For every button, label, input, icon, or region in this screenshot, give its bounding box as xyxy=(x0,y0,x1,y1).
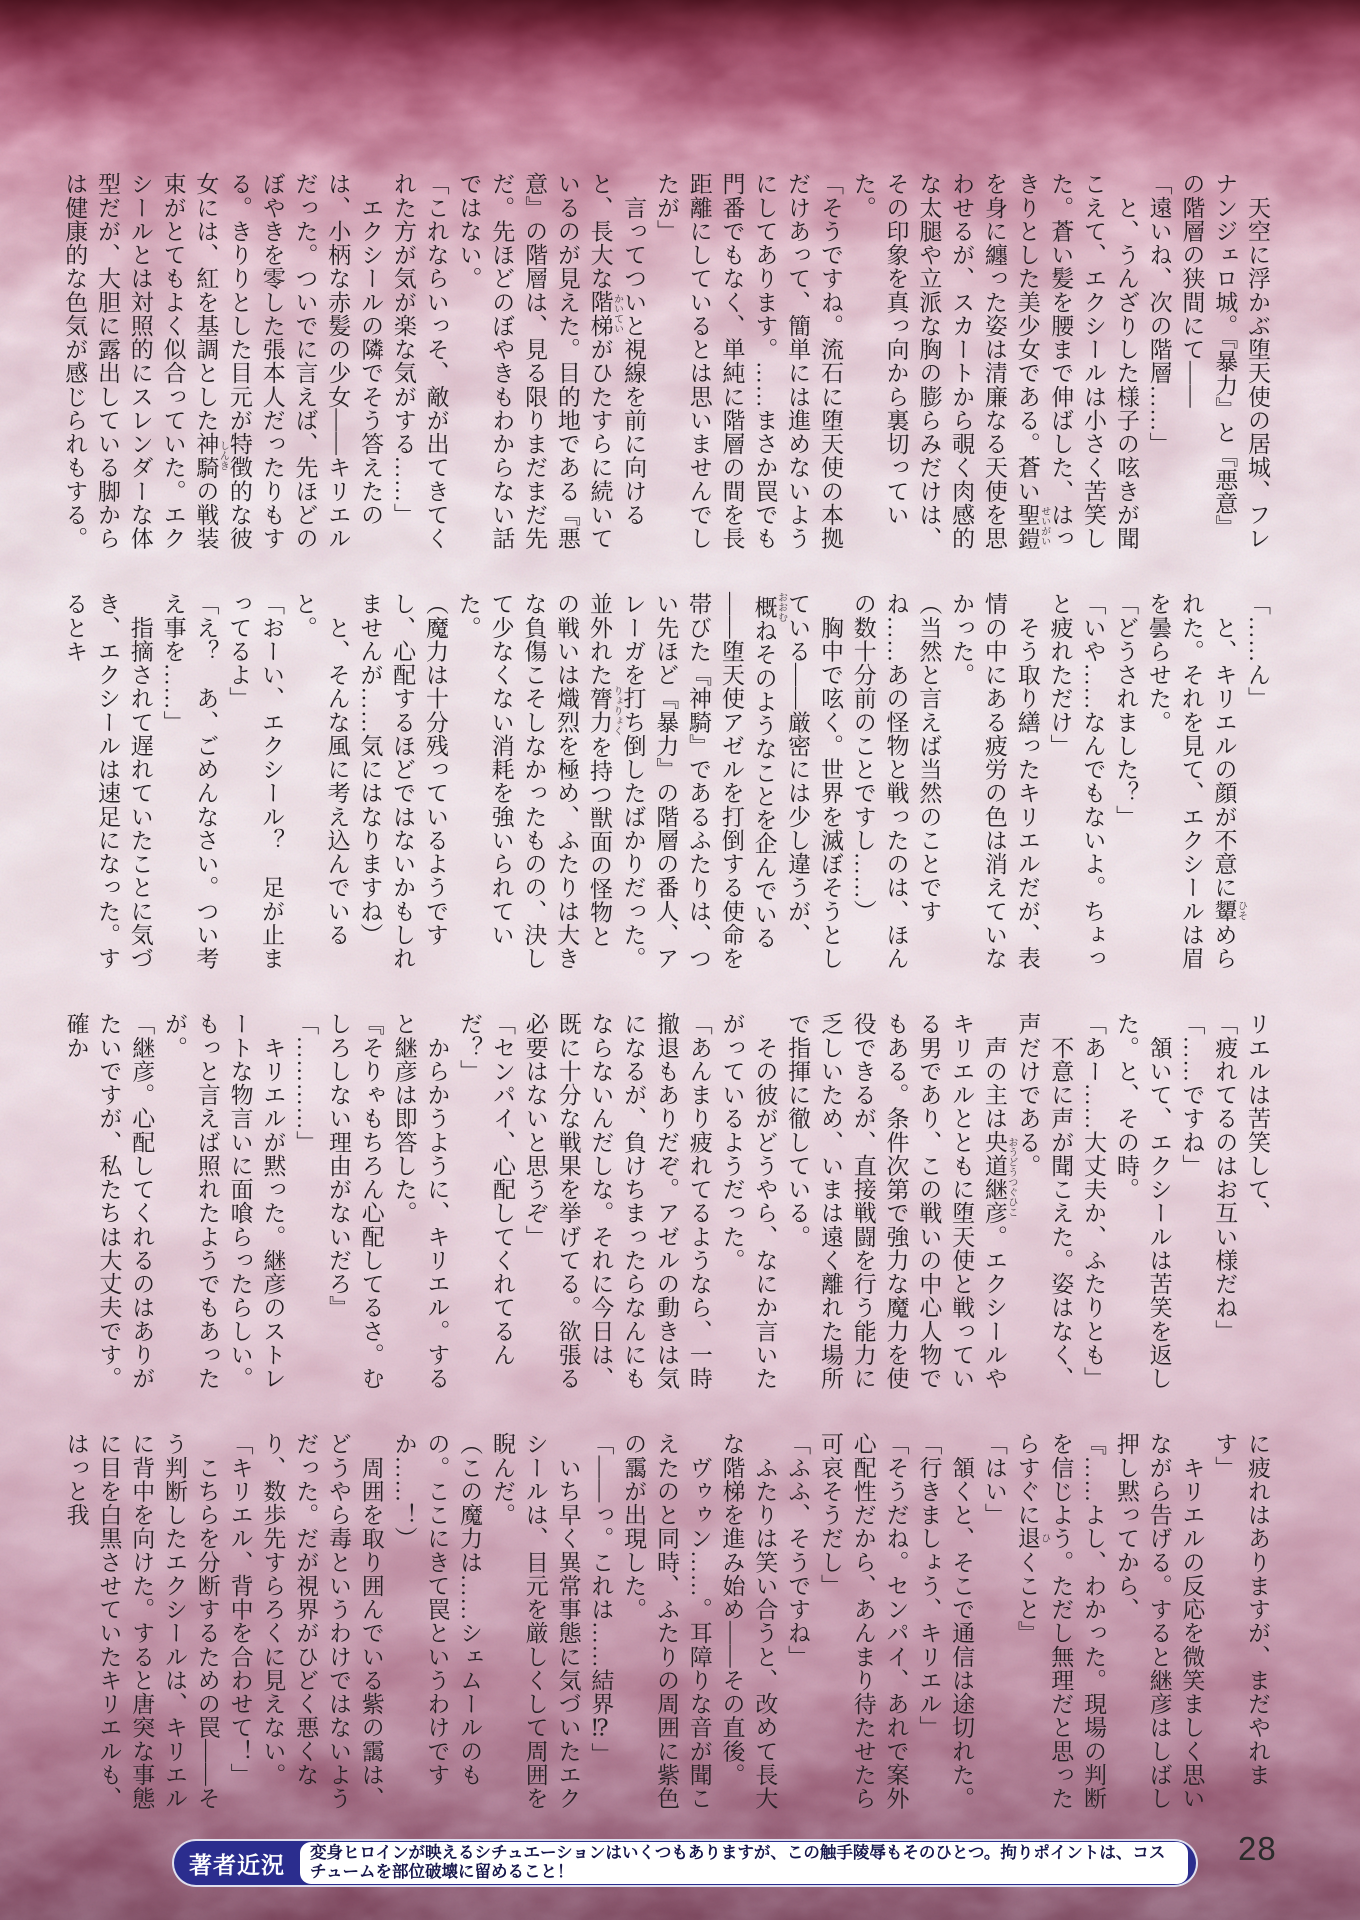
text-band-2: 「……ん」 と、キリエルの顔が不意に顰 ひそめられた。それを見て、エクシールは眉を曇らせた。 「どうされました？」 「いや……なんでもないよ。ちょっと疲れただけ」 そう取り繕ったキリエルだが、表情の中にある疲労の色は消えていなかった。 （当然と言えば当然のことですね……あの怪物と戦ったのは、ほんの数十分前のことですし……） 胸中で呟く。世界を滅ぼそうとしている――厳密には少し違うが、概 おおむねそのようなことを企んでいる――堕天使アゼルを打倒する使命を帯びた『神騎』であるふたりは、つい先ほど『暴力』の階層の番人、アレーガを打ち倒したばかりだった。並外れた膂力 りょりょくを持つ獣面の怪物との戦いは熾烈を極め、ふたりは大きな負傷こそしなかったものの、決して少なくない消耗を強いられていた。 （魔力は十分残っているようですし、心配するほどではないかもしれませんが……気にはなりますね） と、そんな風に考え込んでいると。 「おーい、エクシール？ 足が止まってるよ」 「え？ あ、ごめんなさい。つい考え事を……」 指摘されて遅れていたことに気づき、エクシールは速足になった。するとキ xyxy=(62,592,1270,970)
page-number: 28 xyxy=(1238,1830,1277,1867)
author-note-text: 変身ヒロインが映えるシチュエーションはいくつもありますが、この触手陵辱もそのひとつ。拘りポイントは、コスチュームを部位破壊に留めること！ xyxy=(300,1842,1188,1885)
text-band-3: リエルは苦笑して、 「疲れてるのはお互い様だね」 「……ですね」 頷いて、エクシールは苦笑を返した。と、その時。 「あー……大丈夫か、ふたりとも」 不意に声が聞こえた。姿はなく、声だけである。 声の主は央道継彦 おうどうつぐひこ。エクシールやキリエルとともに堕天使と戦っている男であり、この戦いの中心人物でもある。条件次第で強力な魔力を使役できるが、直接戦闘を行う能力に乏しいため、いまは遠く離れた場所で指揮に徹している。 その彼がどうやら、なにか言いたがっているようだった。 「あんまり疲れてるようなら、一時撤退もありだぞ。アゼルの動きは気になるが、負けちまったらなんにもならないんだしな。それに今日は、既に十分な戦果を挙げてる。欲張る必要はないと思うぞ」 「センパイ、心配してくれてるんだ？」 からかうように、キリエル。すると継彦は即答した。 『そりゃもちろん心配してるさ。むしろしない理由がないだろ』 「…………」 キリエルが黙った。継彦のストレートな物言いに面喰らったらしい。もっと言えば照れたようでもあったが。 「継彦。心配してくれるのはありがたいですが、私たちは大丈夫です。確か xyxy=(63,1012,1270,1390)
text-band-4: に疲れはありますが、まだやれます」 キリエルの反応を微笑ましく思いながら告げる。すると継彦はしばし押し黙ってから、 『……よし、わかった。現場の判断を信じよう。ただし無理だと思ったらすぐに退 ひくこと』 「はい」 頷くと、そこで通信は途切れた。 「行きましょう、キリエル」 「そうだね。センパイ、あれで案外心配性だから、あんまり待たせたら可哀そうだし」 「ふふ、そうですね」 ふたりは笑い合うと、改めて長大な階梯を進み始め――その直後。 ヴゥゥン……。耳障りな音が聞こえたのと同時、ふたりの周囲に紫色の靄が出現した。 「――っ。これは……結界⁉」 いち早く異常事態に気づいたエクシールは、目元を厳しくして周囲を睨んだ。 （この魔力は……シェムールのもの。ここにきて罠というわけですか……！） 周囲を取り囲んでいる紫の靄は、どうやら毒というわけではないようだった。だが視界がひどく悪くなり、数歩先すらろくに見えない。 「キリエル、背中を合わせて！」 こちらを分断するための罠――そう判断したエクシールは、キリエルに背中を向けた。すると唐突な事態に目を白黒させていたキリエルも、はっと我 xyxy=(63,1432,1270,1810)
text-band-1: 天空に浮かぶ堕天使の居城、フレナンジェロ城。『暴力』と『悪意』の階層の狭間にて―― 「遠いね、次の階層……」 と、うんざりした様子の呟きが聞こえて、エクシールは小さく苦笑した。蒼い髪を腰まで伸ばした、はっきりとした美少女である。蒼い聖鎧 せいがいを身に纏った姿は清廉なる天使を思わせるが、スカートから覗く肉感的な太腿や立派な胸の膨らみだけは、その印象を真っ向から裏切っていた。 「そうですね。流石に堕天使の本拠だけあって、簡単には進めないようにしてあります。……まさか罠でも門番でもなく、単純に階層の間を長距離にしているとは思いませんでしたが」 言ってついと視線を前に向けると、長大な階梯 かいていがひたすらに続いているのが見えた。目的地である『悪意』の階層は、見る限りまだまだ先だ。先ほどのぼやきもわからない話ではない。 「これならいっそ、敵が出てきてくれた方が気が楽な気がする……」 エクシールの隣でそう答えたのは、小柄な赤髪の少女――キリエルだった。ついでに言えば、先ほどのぼやきを零した張本人だったりもする。きりりとした目元が特徴的な彼女には、紅を基調とした神騎 しんきの戦装束がとてもよく似合っていた。エクシールとは対照的にスレンダーな体型だが、大胆に露出している脚からは健康的な色気が感じられもする。 xyxy=(62,172,1270,550)
author-note-label: 著者近況 xyxy=(189,1851,285,1878)
author-note-bar xyxy=(172,1839,1198,1887)
